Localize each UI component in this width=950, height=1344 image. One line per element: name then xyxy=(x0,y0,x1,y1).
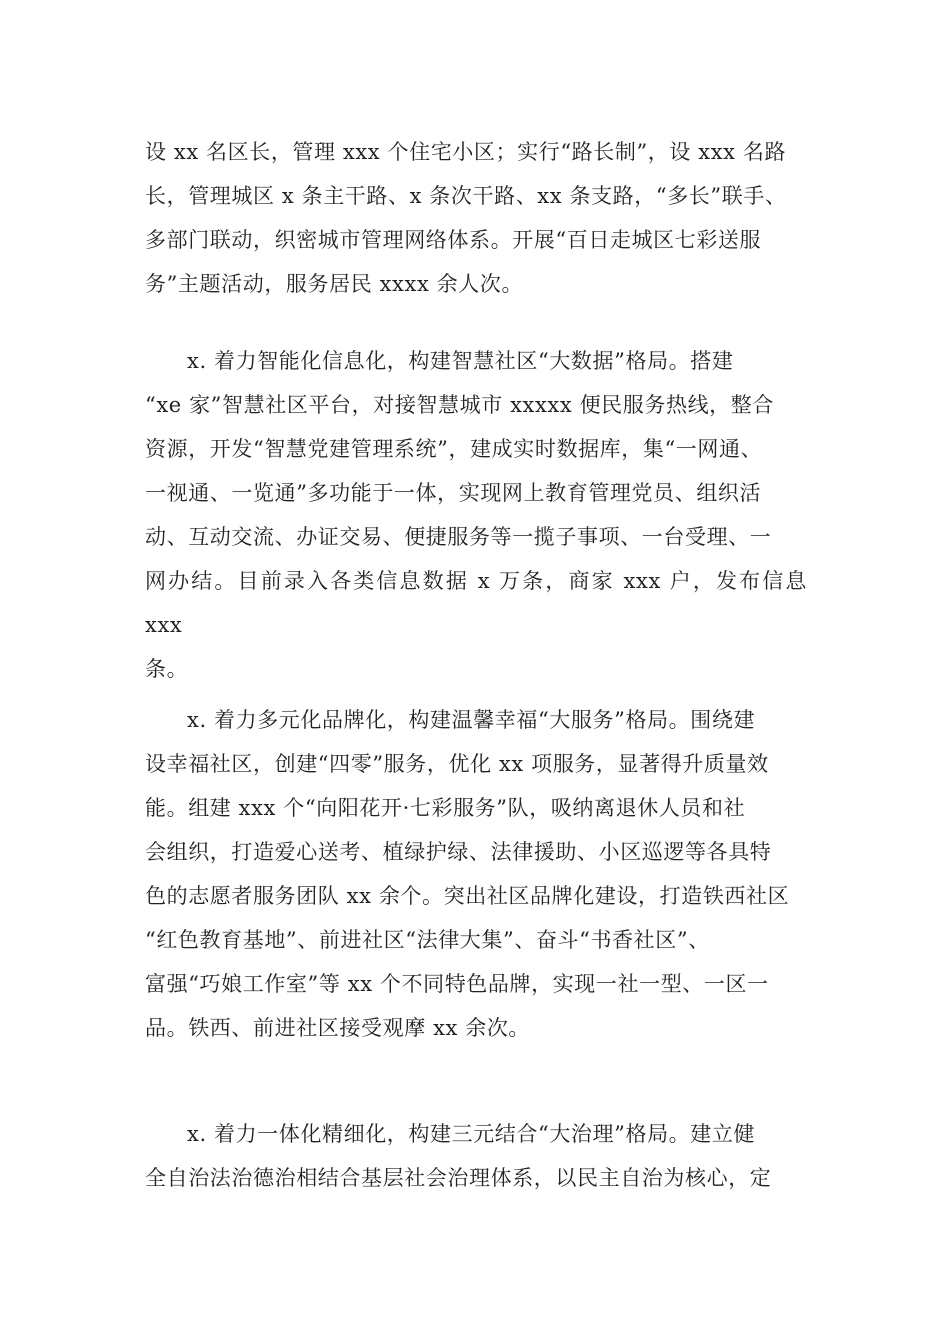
paragraph-line: 全自治法治德治相结合基层社会治理体系，以民主自治为核心，定 xyxy=(145,1166,772,1190)
paragraph-line: 能。组建 xxx 个“向阳花开·七彩服务”队，吸纳离退休人员和社 xyxy=(145,796,746,820)
paragraph-line: 品。铁西、前进社区接受观摩 xx 余次。 xyxy=(145,1016,531,1040)
paragraph-service-brand xyxy=(145,698,807,1050)
paragraph-line: 长，管理城区 x 条主干路、x 条次干路、xx 条支路，“多长”联手、 xyxy=(145,184,787,208)
paragraph-line: 色的志愿者服务团队 xx 余个。突出社区品牌化建设，打造铁西社区 xyxy=(145,884,790,908)
paragraph-line: x. 着力智能化信息化，构建智慧社区“大数据”格局。搭建 xyxy=(187,349,734,373)
paragraph-line: x. 着力多元化品牌化，构建温馨幸福“大服务”格局。围绕建 xyxy=(187,708,756,732)
paragraph-line: 设幸福社区，创建“四零”服务，优化 xx 项服务，显著得升质量效 xyxy=(145,752,769,776)
paragraph-line: x. 着力一体化精细化，构建三元结合“大治理”格局。建立健 xyxy=(187,1122,756,1146)
paragraph-line: “xe 家”智慧社区平台，对接智慧城市 xxxxx 便民服务热线，整合 xyxy=(145,393,774,417)
paragraph-line: 富强“巧娘工作室”等 xx 个不同特色品牌，实现一社一型、一区一 xyxy=(145,972,769,996)
paragraph-line: 会组织，打造爱心送考、植绿护绿、法律援助、小区巡逻等各具特 xyxy=(145,840,772,864)
paragraph-line: 资源，开发“智慧党建管理系统”，建成实时数据库，集“一网通、 xyxy=(145,437,763,461)
paragraph-line: 条。 xyxy=(145,657,189,681)
paragraph-smart-community xyxy=(145,339,807,691)
paragraph-line: 一视通、一览通”多功能于一体，实现网上教育管理党员、组织活 xyxy=(145,481,762,505)
paragraph-grid-management xyxy=(145,130,807,306)
paragraph-line: “红色教育基地”、前进社区“法律大集”、奋斗“书香社区”、 xyxy=(145,928,710,952)
paragraph-governance xyxy=(145,1112,807,1200)
paragraph-line: 动、互动交流、办证交易、便捷服务等一揽子事项、一台受理、一 xyxy=(145,525,772,549)
paragraph-line: 务”主题活动，服务居民 xxxx 余人次。 xyxy=(145,272,524,296)
paragraph-line: 设 xx 名区长，管理 xxx 个住宅小区；实行“路长制”，设 xxx 名路 xyxy=(145,140,787,164)
paragraph-line: 网办结。目前录入各类信息数据 x 万条，商家 xxx 户，发布信息 xxx xyxy=(145,569,807,637)
paragraph-line: 多部门联动，织密城市管理网络体系。开展“百日走城区七彩送服 xyxy=(145,228,762,252)
